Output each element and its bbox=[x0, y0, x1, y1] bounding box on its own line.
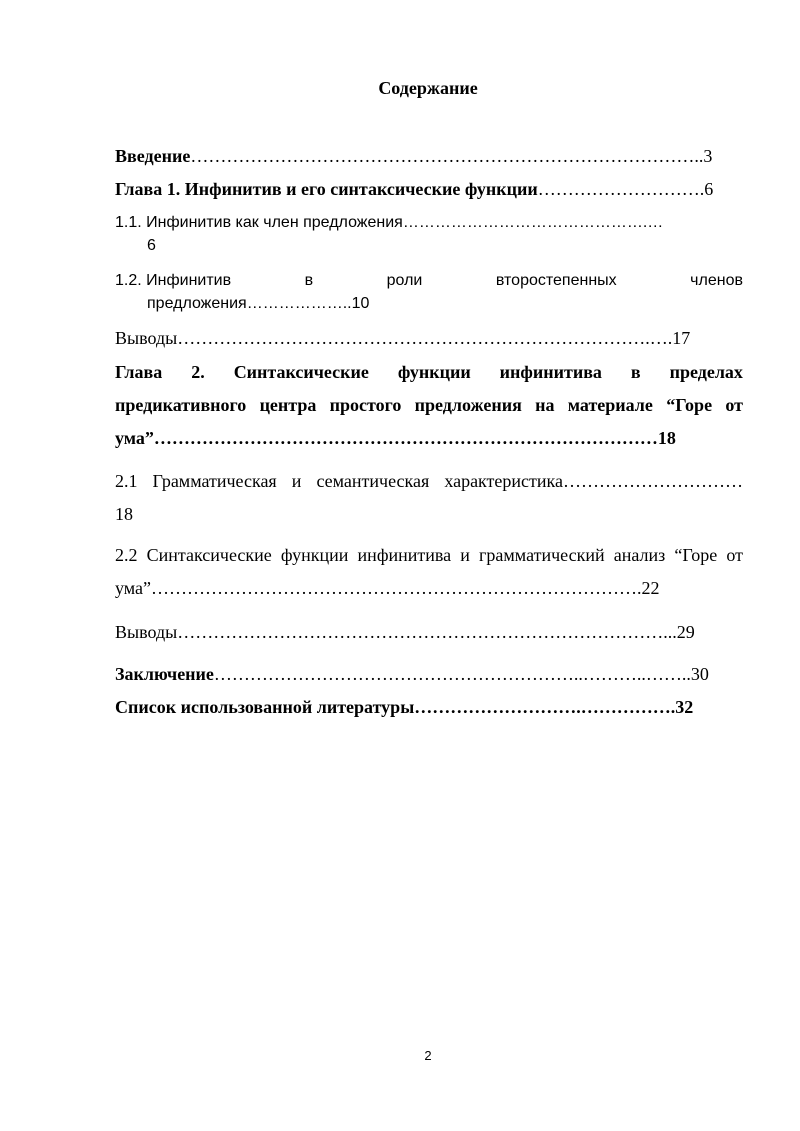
toc-entry-chapter-1-label: Глава 1. Инфинитив и его синтаксические функции bbox=[115, 179, 538, 199]
toc-word: инфинитива bbox=[357, 545, 452, 565]
toc-word: 2.2 bbox=[115, 545, 138, 565]
toc-entry-bibliography: Список использованной литературы……………………….…………….32 bbox=[115, 697, 694, 717]
toc-entry-chapter-2-line-3: ума”…………………………………………………………………………18 bbox=[115, 428, 676, 448]
toc-word: предикативного bbox=[115, 395, 247, 415]
toc-entry-chapter-2-line-2 bbox=[115, 393, 743, 417]
toc-entry-1-2 bbox=[115, 269, 743, 293]
toc-word: Синтаксические bbox=[146, 545, 272, 565]
toc-word: членов bbox=[690, 272, 743, 289]
toc-entry-chapter-1 bbox=[115, 177, 713, 201]
toc-word: грамматический bbox=[479, 545, 605, 565]
toc-entry-conclusion-dots: ……………………………………………………..………..……..30 bbox=[213, 664, 709, 684]
toc-word: простого bbox=[329, 395, 402, 415]
toc-entry-intro-label: Введение bbox=[115, 146, 191, 166]
toc-entry-2-1-page: 18 bbox=[115, 504, 133, 524]
toc-entry-intro bbox=[115, 144, 712, 168]
toc-entry-intro-dots: …………………………………………………………………………..3 bbox=[190, 146, 713, 166]
toc-word: и bbox=[291, 471, 302, 491]
toc-entry-chapter-2-line-1 bbox=[115, 360, 743, 384]
toc-word: от bbox=[726, 545, 743, 565]
toc-word: Грамматическая bbox=[152, 471, 277, 491]
toc-word: Глава bbox=[115, 362, 163, 382]
toc-word: семантическая bbox=[316, 471, 430, 491]
toc-entry-conclusion bbox=[115, 662, 709, 686]
page-title: Содержание bbox=[378, 78, 478, 98]
toc-entry-chapter-1-dots: ……………………….6 bbox=[537, 179, 714, 199]
toc-word: характеристика………………………… bbox=[444, 471, 743, 491]
toc-entry-2-1 bbox=[115, 469, 743, 493]
toc-word: на bbox=[535, 395, 555, 415]
toc-word: “Горе bbox=[674, 545, 718, 565]
toc-entry-2-2 bbox=[115, 543, 743, 567]
toc-word: центра bbox=[259, 395, 317, 415]
toc-word: и bbox=[460, 545, 470, 565]
toc-word: анализ bbox=[613, 545, 666, 565]
toc-word: функции bbox=[397, 362, 471, 382]
toc-entry-1-2-continued: предложения………………..10 bbox=[147, 295, 370, 312]
toc-word: пределах bbox=[669, 362, 743, 382]
toc-entry-1-1: 1.1. Инфинитив как член предложения……………………………………….… bbox=[115, 214, 664, 231]
toc-word: 2.1 bbox=[115, 471, 138, 491]
toc-word: инфинитива bbox=[499, 362, 602, 382]
toc-word: от bbox=[725, 395, 743, 415]
toc-entry-conclusions-2: Выводы………………………………………………………………………...29 bbox=[115, 622, 695, 642]
toc-word: предложения bbox=[414, 395, 522, 415]
toc-word: функции bbox=[280, 545, 349, 565]
toc-entry-1-1-page: 6 bbox=[147, 237, 156, 254]
toc-entry-conclusions-1: Выводы…………………………………………………………………….….17 bbox=[115, 328, 691, 348]
toc-word: в bbox=[630, 362, 641, 382]
toc-word: в bbox=[304, 272, 314, 289]
toc-word: Синтаксические bbox=[233, 362, 369, 382]
toc-word: 2. bbox=[191, 362, 205, 382]
toc-word: материале bbox=[567, 395, 653, 415]
page-number: 2 bbox=[424, 1048, 432, 1063]
toc-word: 1.2. Инфинитив bbox=[115, 272, 232, 289]
toc-word: роли bbox=[386, 272, 423, 289]
toc-word: второстепенных bbox=[495, 272, 617, 289]
toc-word: “Горе bbox=[666, 395, 713, 415]
toc-entry-2-2-continued: ума”……………………………………………………………………….22 bbox=[115, 578, 660, 598]
toc-entry-conclusion-label: Заключение bbox=[115, 664, 214, 684]
